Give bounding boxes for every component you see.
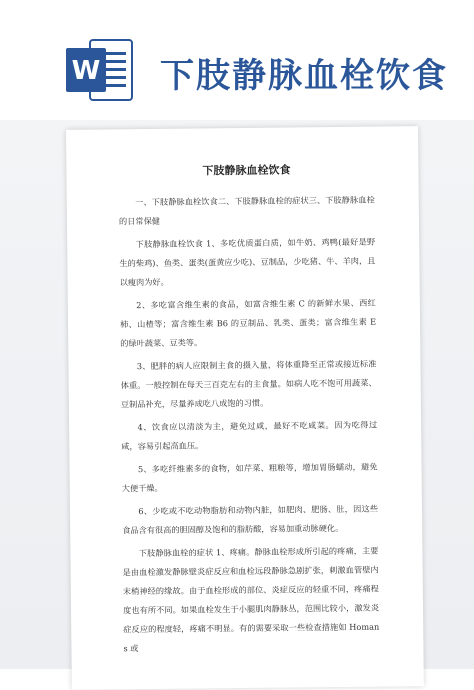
paragraph: 5、多吃纤维素多的食物，如芹菜、粗粮等，增加胃肠蠕动，避免大便干燥。 [121, 461, 378, 494]
svg-text:W: W [71, 56, 101, 86]
document-title: 下肢静脉血栓饮食 [202, 163, 291, 178]
document-body [118, 161, 379, 663]
paragraph: 3、肥胖的病人应限制主食的摄入量，将体重降至正常或接近标准体重。一般控制在每天三百克左右的主食量。如病人吃不饱可用蔬菜、豆制品补充，尽量养成吃八成饱的习惯。 [120, 358, 377, 410]
paragraph: 4、饮食应以清淡为主，避免过咸，最好不吃咸菜。因为吃得过咸，容易引起高血压。 [121, 419, 378, 452]
banner-title: 下肢静脉血栓饮食 [160, 56, 448, 96]
banner-header [0, 0, 474, 120]
paragraph: 一、下肢静脉血栓饮食二、下肢静脉血栓的症状三、下肢静脉血栓的日常保健 [118, 194, 375, 227]
document-page [66, 126, 424, 690]
paragraph: 下肢静脉血栓饮食 1、多吃优质蛋白质，如牛奶、鸡鸭(最好是野生的柴鸡)、鱼类、蛋类(蛋黄应少吃)、豆制品，少吃猪、牛、羊肉，且以瘦肉为好。 [119, 236, 376, 288]
paragraph: 2、多吃富含维生素的食品，如富含维生素 C 的新鲜水果、西红柿、山楂等；富含维生素 B6 的豆制品、乳类、蛋类；富含维生素 E 的绿叶蔬菜、豆类等。 [119, 297, 377, 349]
paragraph: 下肢静脉血栓的症状 1、疼痛。静脉血栓形成所引起的疼痛，主要是由血栓激发静脉壁炎症反应和血栓远段静脉急剧扩张，刺激血管壁内末梢神经的缘故。由于血栓形成的部位、炎症反应的轻重不同，疼痛程度也有所不同。如果血栓发生于小腿肌肉静脉丛，范围比较小，激发炎症反应的程度轻，疼痛不明显。有的需要采取一些检查措施如 Homans 或 [122, 545, 380, 654]
paragraph: 6、少吃或不吃动物脂肪和动物内脏，如肥肉、肥肠、肚，因这些食品含有很高的胆固醇及饱和的脂肪酸，容易加重动脉硬化。 [122, 503, 379, 536]
word-document-icon [64, 36, 136, 104]
